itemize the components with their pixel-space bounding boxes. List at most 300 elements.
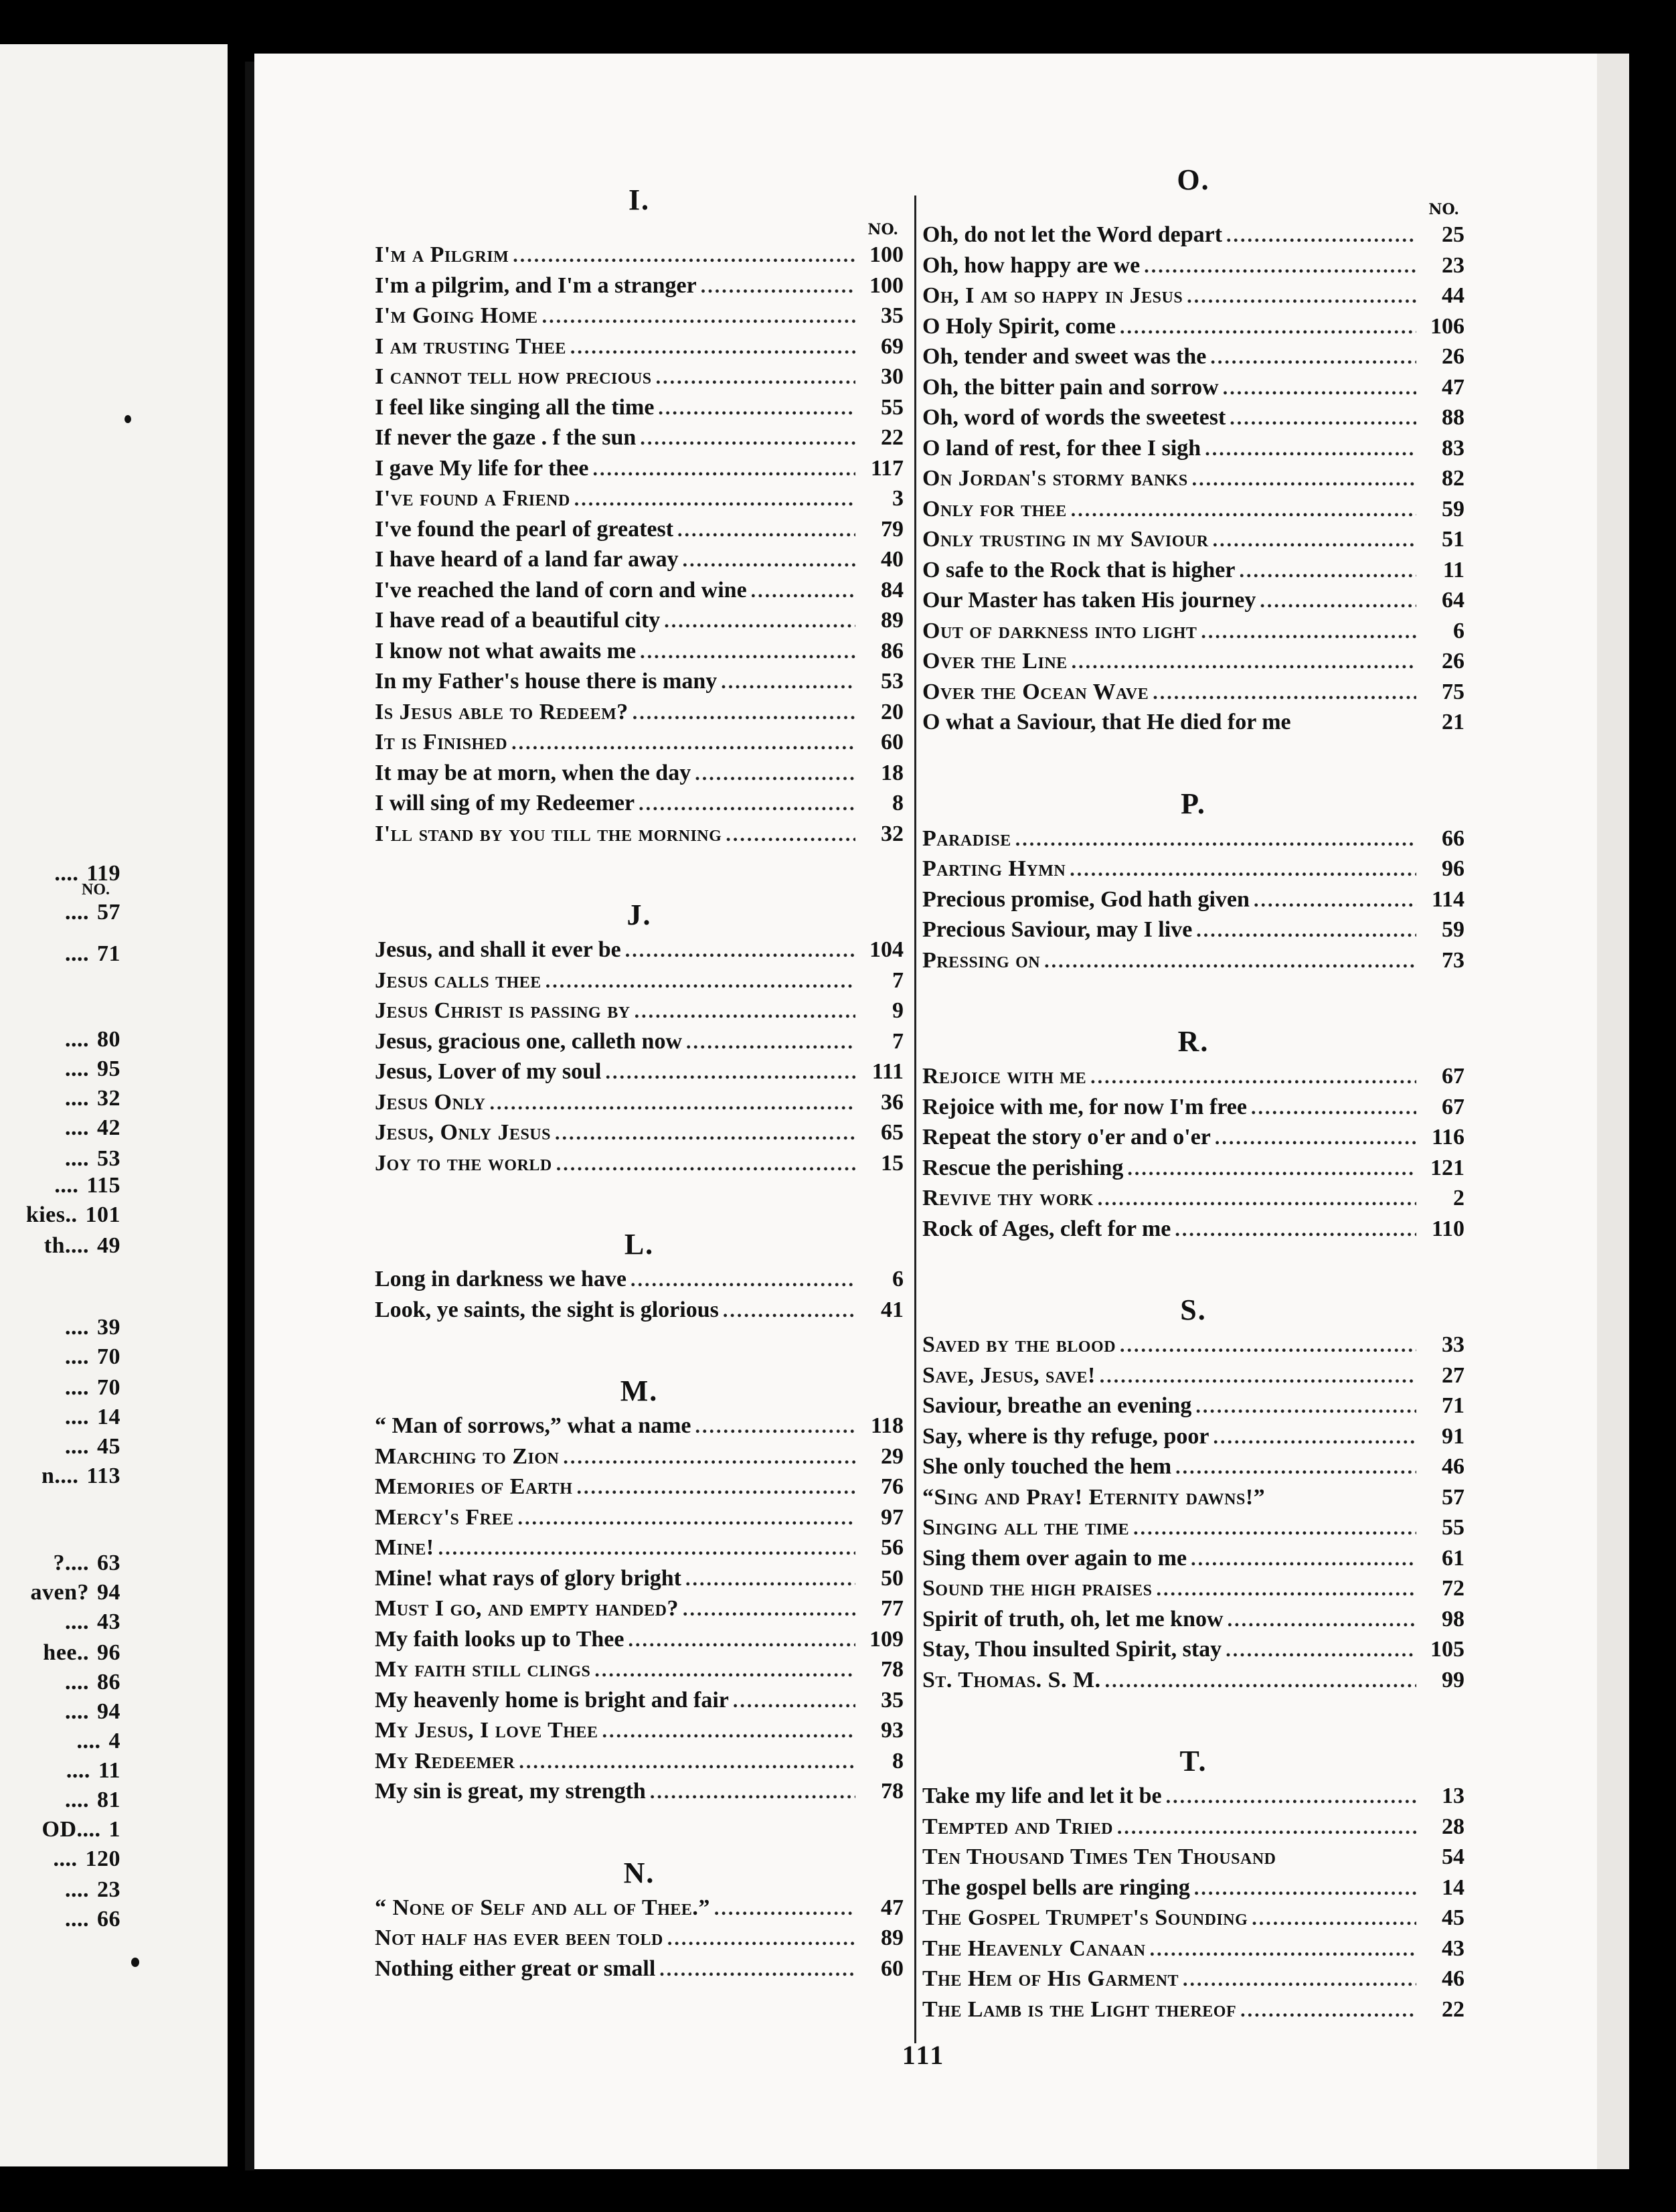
hymn-number: 21 bbox=[1442, 710, 1464, 734]
facing-page-entry-number: 86 bbox=[97, 1670, 120, 1694]
hymn-number: 22 bbox=[1442, 1996, 1464, 2022]
facing-page-entry bbox=[0, 941, 120, 967]
hymn-number: 117 bbox=[870, 455, 904, 481]
dot-leader bbox=[1071, 495, 1416, 525]
hymn-entry bbox=[375, 240, 904, 270]
hymn-entry bbox=[375, 301, 904, 331]
hymn-entry bbox=[375, 1923, 904, 1954]
dot-leader bbox=[664, 606, 855, 636]
section-letter: N. bbox=[623, 1856, 655, 1889]
hymn-entry bbox=[922, 1604, 1464, 1635]
hymn-entry bbox=[922, 281, 1464, 311]
page-edge bbox=[1597, 54, 1629, 2169]
hymn-number: 47 bbox=[881, 1895, 904, 1920]
dot-leader bbox=[1044, 946, 1416, 976]
hymn-number: 2 bbox=[1453, 1186, 1464, 1210]
facing-page-entry bbox=[0, 1405, 120, 1430]
dot-leader bbox=[667, 1923, 855, 1954]
hymn-title: Jesus, Lover of my soul bbox=[375, 1059, 602, 1084]
hymn-entry bbox=[375, 1264, 904, 1295]
hymn-entry bbox=[922, 220, 1464, 250]
dot-leader bbox=[570, 332, 855, 362]
hymn-number: 60 bbox=[881, 1956, 904, 1981]
hymn-title: O Holy Spirit, come bbox=[922, 313, 1116, 339]
hymn-number: 59 bbox=[1442, 917, 1464, 942]
hymn-entry bbox=[375, 1685, 904, 1716]
dot-leader bbox=[605, 1057, 855, 1087]
hymn-number: 45 bbox=[1442, 1905, 1464, 1930]
number-column-header: NO. bbox=[867, 221, 898, 238]
hymn-entry bbox=[375, 666, 904, 697]
dot-leader bbox=[1120, 1330, 1416, 1360]
hymn-number: 61 bbox=[1442, 1545, 1464, 1571]
facing-page-entry bbox=[0, 1580, 120, 1605]
hymn-title: I am trusting Thee bbox=[375, 333, 566, 359]
hymn-title: I've found a Friend bbox=[375, 486, 570, 511]
facing-page-entry bbox=[0, 1086, 120, 1111]
facing-page-entry bbox=[0, 1640, 120, 1666]
dot-leader bbox=[683, 1594, 855, 1624]
facing-page-entry bbox=[0, 1027, 120, 1052]
facing-page-entry bbox=[0, 1609, 120, 1635]
hymn-title: Jesus Only bbox=[375, 1089, 486, 1115]
dot-leader bbox=[625, 935, 855, 965]
hymn-entry bbox=[922, 1153, 1464, 1184]
dot-leader bbox=[1175, 1452, 1416, 1482]
hymn-number: 26 bbox=[1442, 649, 1464, 674]
hymn-entry bbox=[375, 1117, 904, 1148]
dot-leader bbox=[1239, 556, 1416, 586]
hymn-number: 57 bbox=[1442, 1484, 1464, 1510]
hymn-entry bbox=[922, 463, 1464, 494]
hymn-entry bbox=[922, 372, 1464, 403]
hymn-number: 77 bbox=[881, 1596, 904, 1621]
hymn-number: 72 bbox=[1442, 1576, 1464, 1601]
hymn-entry bbox=[375, 1893, 904, 1923]
section-letter: T. bbox=[1179, 1745, 1207, 1778]
facing-page-entry-text: th.... bbox=[44, 1233, 89, 1258]
facing-page-entry-text: .... bbox=[65, 900, 89, 925]
hymn-entry bbox=[375, 996, 904, 1026]
hymn-number: 78 bbox=[881, 1657, 904, 1682]
hymn-number: 3 bbox=[892, 486, 904, 511]
hymn-number: 118 bbox=[870, 1413, 904, 1438]
hymn-title: I cannot tell how precious bbox=[375, 364, 652, 389]
facing-page-entry-text: .... bbox=[76, 1729, 101, 1753]
facing-page-entry bbox=[0, 1907, 120, 1932]
hymn-title: Saved by the blood bbox=[922, 1332, 1116, 1357]
hymn-title: Long in darkness we have bbox=[375, 1267, 626, 1291]
hymn-title: I have read of a beautiful city bbox=[375, 608, 661, 633]
hymn-title: I'm Going Home bbox=[375, 303, 538, 328]
hymn-title: Jesus, Only Jesus bbox=[375, 1120, 551, 1145]
hymn-title: Stay, Thou insulted Spirit, stay bbox=[922, 1637, 1222, 1662]
hymn-entry bbox=[375, 331, 904, 362]
dot-leader bbox=[1205, 434, 1416, 464]
dot-leader bbox=[656, 362, 855, 392]
facing-page-entry-text: OD.... bbox=[41, 1817, 101, 1842]
hymn-number: 18 bbox=[881, 760, 904, 785]
hymn-title: Jesus, gracious one, calleth now bbox=[375, 1028, 682, 1054]
hymn-number: 20 bbox=[881, 699, 904, 724]
dot-leader bbox=[518, 1503, 855, 1533]
hymn-title: She only touched the hem bbox=[922, 1454, 1172, 1479]
hymn-number: 84 bbox=[881, 577, 904, 603]
hymn-number: 14 bbox=[1442, 1875, 1464, 1900]
hymn-entry bbox=[922, 1512, 1464, 1543]
hymn-title: Singing all the time bbox=[922, 1515, 1130, 1540]
facing-page-entry bbox=[0, 1056, 120, 1082]
hymn-number: 86 bbox=[881, 638, 904, 663]
facing-page-entry bbox=[0, 1344, 120, 1370]
hymn-number: 36 bbox=[881, 1089, 904, 1115]
hymn-entry bbox=[375, 422, 904, 453]
facing-page-entry-text: .... bbox=[65, 1670, 89, 1694]
hymn-title: Over the Line bbox=[922, 649, 1068, 674]
hymn-title: Sound the high praises bbox=[922, 1576, 1153, 1601]
hymn-entry bbox=[922, 585, 1464, 616]
facing-page-entry-number: 101 bbox=[85, 1202, 120, 1227]
page-number: 111 bbox=[902, 2040, 946, 2070]
index-section bbox=[922, 785, 1464, 976]
hymn-entry bbox=[922, 1665, 1464, 1696]
hymn-number: 89 bbox=[881, 608, 904, 633]
hymn-title: The Hem of His Garment bbox=[922, 1966, 1179, 1991]
hymn-title: “Sing and Pray! Eternity dawns!” bbox=[922, 1484, 1266, 1510]
hymn-entry bbox=[922, 1964, 1464, 1994]
dot-leader bbox=[640, 637, 855, 667]
dot-leader bbox=[555, 1118, 855, 1148]
facing-page-entry-number: 39 bbox=[97, 1315, 120, 1340]
hymn-title: My Redeemer bbox=[375, 1748, 515, 1773]
book-gutter bbox=[245, 62, 254, 2170]
facing-page-entry bbox=[0, 861, 120, 886]
facing-page-entry-number: 1 bbox=[108, 1817, 120, 1842]
section-letter: S. bbox=[1180, 1293, 1207, 1326]
hymn-number: 65 bbox=[881, 1120, 904, 1145]
dot-leader bbox=[1213, 1422, 1416, 1452]
dot-leader bbox=[1240, 1995, 1416, 2025]
hymn-number: 121 bbox=[1430, 1155, 1464, 1180]
hymn-title: Spirit of truth, oh, let me know bbox=[922, 1606, 1224, 1632]
number-column-header: NO. bbox=[1428, 201, 1459, 218]
hymn-title: Ten Thousand Times Ten Thousand bbox=[922, 1844, 1276, 1869]
facing-page-entry-number: 70 bbox=[97, 1344, 120, 1369]
hymn-entry bbox=[922, 915, 1464, 945]
hymn-title: Precious Saviour, may I live bbox=[922, 917, 1193, 942]
hymn-entry bbox=[922, 555, 1464, 586]
hymn-entry bbox=[375, 1411, 904, 1441]
hymn-entry bbox=[922, 1842, 1464, 1873]
hymn-number: 98 bbox=[1442, 1606, 1464, 1632]
hymn-entry bbox=[375, 483, 904, 514]
section-letter: O. bbox=[1177, 163, 1210, 196]
hymn-entry bbox=[375, 1532, 904, 1563]
hymn-number: 32 bbox=[881, 821, 904, 846]
facing-page-entry bbox=[0, 1670, 120, 1695]
dot-leader bbox=[574, 484, 855, 514]
hymn-entry bbox=[922, 1330, 1464, 1360]
hymn-entry bbox=[375, 1593, 904, 1624]
hymn-number: 100 bbox=[869, 242, 904, 267]
facing-page-entry bbox=[0, 1551, 120, 1576]
hymn-number: 89 bbox=[881, 1925, 904, 1950]
hymn-title: Mine! what rays of glory bright bbox=[375, 1565, 682, 1591]
facing-page-entry bbox=[0, 1699, 120, 1725]
hymn-title: Jesus, and shall it ever be bbox=[375, 937, 621, 962]
hymn-title: Memories of Earth bbox=[375, 1474, 573, 1499]
facing-page-entry-text: .... bbox=[65, 1609, 89, 1634]
facing-page-entry-number: 32 bbox=[97, 1086, 120, 1111]
facing-page-entry bbox=[0, 1146, 120, 1172]
section-letter: L. bbox=[624, 1228, 655, 1261]
hymn-entry bbox=[922, 1781, 1464, 1812]
hymn-number: 26 bbox=[1442, 344, 1464, 369]
facing-page-entry-text: .... bbox=[65, 1405, 89, 1429]
hymn-number: 27 bbox=[1442, 1362, 1464, 1388]
hymn-title: The Lamb is the Light thereof bbox=[922, 1996, 1237, 2022]
dot-leader bbox=[701, 271, 855, 301]
hymn-title: I'll stand by you till the morning bbox=[375, 821, 722, 846]
hymn-title: I will sing of my Redeemer bbox=[375, 791, 635, 815]
facing-page-entry bbox=[0, 1202, 120, 1228]
hymn-number: 106 bbox=[1430, 313, 1464, 339]
dot-leader bbox=[650, 1777, 855, 1807]
hymn-number: 47 bbox=[1442, 374, 1464, 400]
hymn-entry bbox=[922, 1391, 1464, 1421]
hymn-title: Our Master has taken His journey bbox=[922, 588, 1256, 613]
hymn-number: 56 bbox=[881, 1535, 904, 1560]
hymn-number: 46 bbox=[1442, 1966, 1464, 1991]
hymn-number: 29 bbox=[881, 1443, 904, 1469]
dot-leader bbox=[751, 576, 855, 606]
section-letter: R. bbox=[1177, 1025, 1209, 1058]
dot-leader bbox=[1090, 1062, 1416, 1092]
facing-page-entry-number: 14 bbox=[97, 1405, 120, 1429]
hymn-entry bbox=[922, 1183, 1464, 1214]
facing-page-entry bbox=[0, 1375, 120, 1401]
dot-leader bbox=[563, 1442, 855, 1472]
dot-leader bbox=[1072, 647, 1416, 677]
hymn-entry bbox=[375, 514, 904, 545]
hymn-entry bbox=[375, 1624, 904, 1655]
hymn-title: If never the gaze . f the sun bbox=[375, 425, 637, 450]
facing-page-entry-text: .... bbox=[65, 1344, 89, 1369]
hymn-number: 25 bbox=[1442, 222, 1464, 247]
hymn-entry bbox=[922, 1360, 1464, 1391]
hymn-title: I know not what awaits me bbox=[375, 638, 637, 663]
hymn-number: 33 bbox=[1442, 1332, 1464, 1357]
dot-leader bbox=[1201, 617, 1416, 647]
facing-page-entry-number: 45 bbox=[97, 1434, 120, 1459]
hymn-title: Revive thy work bbox=[922, 1186, 1094, 1210]
dot-leader bbox=[576, 1472, 855, 1502]
dot-leader bbox=[1156, 1574, 1416, 1604]
hymn-number: 28 bbox=[1442, 1814, 1464, 1839]
hymn-entry bbox=[375, 605, 904, 636]
dot-leader bbox=[1194, 1873, 1416, 1903]
dot-leader bbox=[1150, 1934, 1416, 1964]
facing-page-entry-text: .... bbox=[65, 1907, 89, 1931]
facing-page-entry-number: 120 bbox=[85, 1846, 120, 1871]
hymn-number: 35 bbox=[881, 1687, 904, 1713]
hymn-number: 76 bbox=[881, 1474, 904, 1499]
hymn-title: Paradise bbox=[922, 825, 1011, 851]
facing-page-entry-text: kies.. bbox=[25, 1202, 78, 1227]
hymn-title: It is Finished bbox=[375, 730, 508, 755]
hymn-entry bbox=[375, 392, 904, 423]
hymn-entry bbox=[375, 1148, 904, 1179]
index-section bbox=[922, 1022, 1464, 1244]
facing-page-entry-number: 63 bbox=[97, 1551, 120, 1575]
hymn-entry bbox=[922, 1903, 1464, 1933]
index-column-right bbox=[922, 161, 1464, 2071]
facing-page-entry-number: 49 bbox=[97, 1233, 120, 1258]
facing-page-entry bbox=[0, 1758, 120, 1784]
dot-leader bbox=[714, 1893, 855, 1923]
hymn-number: 97 bbox=[881, 1504, 904, 1530]
facing-page-entry-text: .... bbox=[65, 1788, 89, 1812]
hymn-title: Marching to Zion bbox=[375, 1443, 560, 1469]
hymn-entry bbox=[922, 1214, 1464, 1245]
facing-page-entry bbox=[0, 1817, 120, 1842]
facing-page-entry-number: 66 bbox=[97, 1907, 120, 1931]
hymn-title: Joy to the world bbox=[375, 1150, 552, 1176]
facing-page-fragment bbox=[0, 44, 228, 2166]
facing-page-entry bbox=[0, 1729, 120, 1754]
hymn-number: 66 bbox=[1442, 825, 1464, 851]
hymn-entry bbox=[375, 935, 904, 965]
dot-leader bbox=[685, 1564, 855, 1594]
dot-leader bbox=[1226, 1635, 1416, 1665]
index-section bbox=[922, 161, 1464, 738]
hymn-title: I've found the pearl of greatest bbox=[375, 516, 674, 542]
dot-leader bbox=[1251, 1093, 1416, 1123]
hymn-title: Take my life and let it be bbox=[922, 1784, 1162, 1808]
dot-leader bbox=[546, 966, 855, 996]
dot-leader bbox=[631, 1265, 855, 1295]
dot-leader bbox=[1120, 312, 1416, 342]
dot-leader bbox=[640, 423, 855, 453]
hymn-entry bbox=[375, 1056, 904, 1087]
dot-leader bbox=[594, 1655, 855, 1685]
hymn-entry bbox=[922, 1634, 1464, 1665]
hymn-entry bbox=[375, 362, 904, 392]
hymn-title: Say, where is thy refuge, poor bbox=[922, 1423, 1209, 1449]
hymn-title: I gave My life for thee bbox=[375, 455, 589, 481]
hymn-title: Nothing either great or small bbox=[375, 1956, 656, 1981]
hymn-title: O what a Saviour, that He died for me bbox=[922, 710, 1291, 734]
hymn-number: 93 bbox=[881, 1718, 904, 1743]
hymn-entry bbox=[922, 1122, 1464, 1153]
hymn-entry bbox=[375, 1776, 904, 1807]
hymn-entry bbox=[922, 1573, 1464, 1604]
hymn-entry bbox=[375, 1026, 904, 1057]
hymn-entry bbox=[922, 1994, 1464, 2025]
dot-leader bbox=[695, 1411, 855, 1441]
dot-leader bbox=[1215, 1123, 1416, 1153]
print-speck bbox=[124, 415, 131, 423]
facing-page-entry-text: aven? bbox=[30, 1580, 89, 1605]
hymn-number: 114 bbox=[1431, 886, 1464, 912]
dot-leader bbox=[1226, 220, 1416, 250]
hymn-number: 40 bbox=[881, 547, 904, 572]
dot-leader bbox=[686, 1027, 855, 1057]
hymn-entry bbox=[922, 945, 1464, 976]
hymn-entry bbox=[375, 965, 904, 996]
dot-leader bbox=[1117, 1812, 1416, 1842]
facing-page-entry-number: 42 bbox=[97, 1115, 120, 1140]
hymn-entry bbox=[375, 270, 904, 301]
hymn-title: Must I go, and empty handed? bbox=[375, 1596, 679, 1621]
dot-leader bbox=[633, 698, 855, 728]
dot-leader bbox=[1213, 525, 1416, 555]
hymn-entry bbox=[922, 341, 1464, 372]
hymn-number: 99 bbox=[1442, 1667, 1464, 1692]
hymn-entry bbox=[922, 823, 1464, 854]
hymn-number: 83 bbox=[1442, 435, 1464, 461]
index-section bbox=[375, 1854, 904, 1984]
hymn-entry bbox=[375, 819, 904, 850]
facing-page-entry-text: .... bbox=[65, 1146, 89, 1171]
hymn-entry bbox=[922, 524, 1464, 555]
hymn-title: It may be at morn, when the day bbox=[375, 760, 691, 785]
hymn-title: The gospel bells are ringing bbox=[922, 1875, 1190, 1900]
hymn-number: 7 bbox=[892, 1028, 904, 1054]
hymn-entry bbox=[375, 1472, 904, 1502]
hymn-title: Rejoice with me bbox=[922, 1064, 1087, 1089]
dot-leader bbox=[1223, 373, 1416, 403]
facing-page-entry-text: .... bbox=[54, 1173, 79, 1198]
hymn-entry bbox=[375, 575, 904, 606]
hymn-title: Parting Hymn bbox=[922, 856, 1066, 881]
hymn-entry bbox=[922, 1092, 1464, 1123]
hymn-title: I have heard of a land far away bbox=[375, 547, 679, 572]
hymn-entry bbox=[922, 1482, 1464, 1513]
hymn-entry bbox=[922, 707, 1464, 738]
dot-leader bbox=[556, 1149, 855, 1179]
hymn-title: My faith looks up to Thee bbox=[375, 1626, 624, 1652]
dot-leader bbox=[513, 240, 855, 270]
dot-leader bbox=[1192, 464, 1416, 494]
section-letter: I. bbox=[628, 183, 651, 216]
facing-page-entry-number: 81 bbox=[97, 1788, 120, 1812]
facing-page-entry-text: .... bbox=[65, 1315, 89, 1340]
facing-page-entry-text: n.... bbox=[41, 1464, 79, 1488]
section-letter: J. bbox=[626, 898, 652, 931]
hymn-title: Mercy's Free bbox=[375, 1504, 514, 1530]
hymn-title: Rock of Ages, cleft for me bbox=[922, 1216, 1171, 1241]
dot-leader bbox=[1230, 403, 1416, 433]
hymn-entry bbox=[375, 453, 904, 484]
hymn-title: Sing them over again to me bbox=[922, 1545, 1187, 1571]
hymn-number: 55 bbox=[1442, 1515, 1464, 1540]
dot-leader bbox=[511, 728, 855, 758]
facing-page-entry-text: .... bbox=[65, 1375, 89, 1400]
facing-page-entry-number: 4 bbox=[108, 1729, 120, 1753]
hymn-title: In my Father's house there is many bbox=[375, 669, 718, 694]
facing-page-entry bbox=[0, 1877, 120, 1903]
hymn-title: “ Man of sorrows,” what a name bbox=[375, 1413, 691, 1438]
facing-page-entry bbox=[0, 1115, 120, 1141]
index-section bbox=[375, 1372, 904, 1807]
facing-page-entry-number: 71 bbox=[97, 941, 120, 966]
hymn-number: 105 bbox=[1430, 1637, 1464, 1662]
hymn-number: 30 bbox=[881, 364, 904, 389]
facing-page-entry-number: 113 bbox=[86, 1464, 120, 1488]
dot-leader bbox=[1195, 1391, 1416, 1421]
hymn-number: 91 bbox=[1442, 1423, 1464, 1449]
